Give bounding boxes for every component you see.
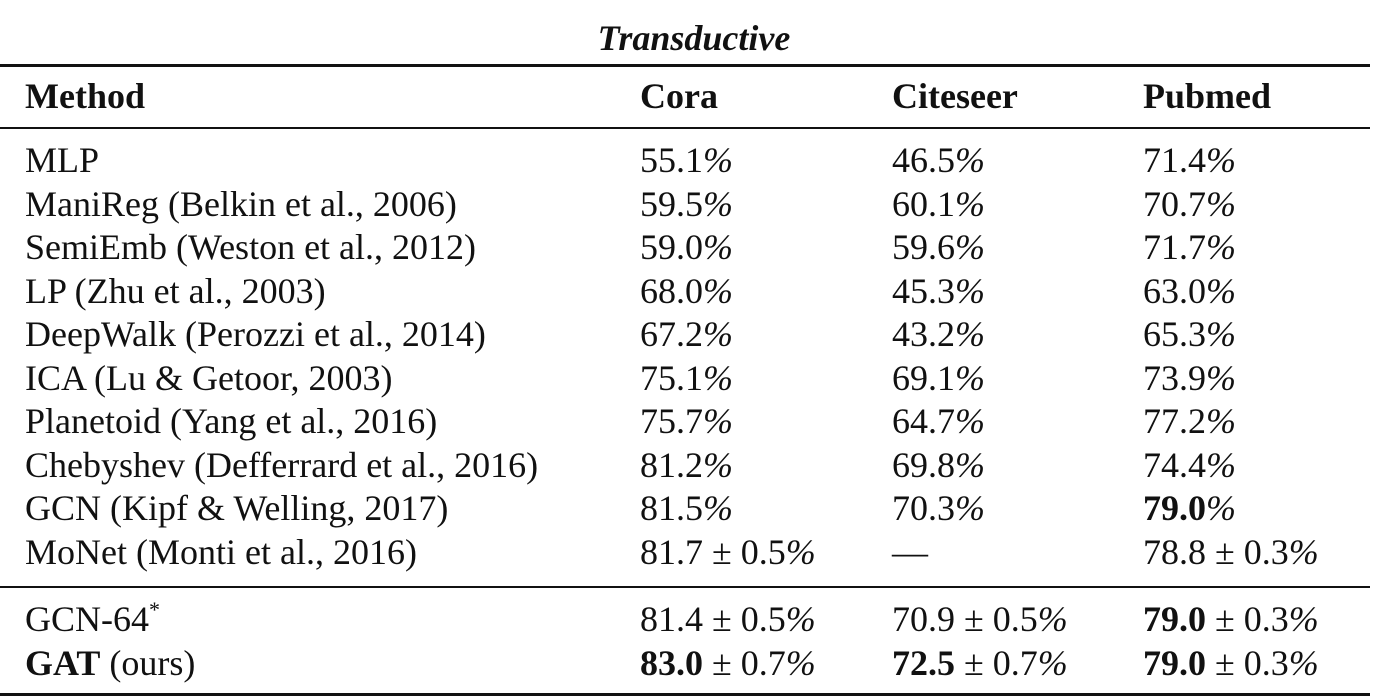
cora-percent: % [785,531,816,572]
citeseer-percent: % [1037,599,1068,639]
pubmed-percent: % [1206,488,1236,528]
citeseer-cell [892,641,1068,685]
citeseer-percent: % [955,183,985,224]
pubmed-value: 79.0 [1143,599,1206,639]
pubmed-value: 77.2 [1143,401,1206,441]
citeseer-percent: % [955,270,985,311]
cora-cell [640,597,816,641]
citeseer-cell [892,443,985,487]
pubmed-value: 79.0 [1143,488,1206,528]
citeseer-percent: % [955,140,985,180]
method-name: SemiEmb (Weston et al., 2012) [25,227,477,267]
cora-value: 81.7 [640,531,703,572]
cora-percent: % [703,140,733,180]
citeseer-value: 59.6 [892,227,955,267]
citeseer-cell [892,486,985,530]
method-name: Chebyshev (Defferrard et al., 2016) [25,444,539,485]
cora-percent: % [703,357,733,398]
cora-percent: % [703,183,733,224]
method-name-rest: GCN-64 [25,599,149,639]
cora-error: ± 0.5 [703,531,786,572]
table-row [0,356,1388,400]
citeseer-percent: % [955,444,985,485]
pubmed-value: 73.9 [1143,357,1206,398]
cora-cell [640,225,733,269]
method-name-rest: (ours) [100,643,196,683]
method-name: MoNet (Monti et al., 2016) [25,531,417,572]
cora-cell [640,312,733,356]
citeseer-value: 69.1 [892,357,955,398]
citeseer-value: 60.1 [892,183,955,224]
table-row [0,182,1388,226]
cora-cell [640,486,733,530]
header-row [0,74,1388,118]
table-row [0,641,1388,685]
table-caption: Transductive [597,18,791,58]
table-row [0,486,1388,530]
cora-value: 67.2 [640,314,703,354]
pubmed-percent: % [1206,270,1236,311]
pubmed-error: ± 0.3 [1206,599,1289,639]
pubmed-cell [1143,269,1236,313]
header-rule [0,127,1370,129]
cora-value: 68.0 [640,270,703,311]
cora-value: 81.2 [640,444,703,485]
pubmed-percent: % [1288,531,1319,572]
pubmed-percent: % [1206,140,1236,180]
pubmed-percent: % [1206,227,1236,267]
cora-percent: % [703,488,733,528]
citeseer-cell [892,225,985,269]
pubmed-value: 71.4 [1143,140,1206,180]
cora-cell [640,182,733,226]
citeseer-value: 64.7 [892,401,955,441]
pubmed-percent: % [1206,444,1236,485]
method-name [25,641,195,685]
citeseer-error: ± 0.5 [955,599,1038,639]
method-name: LP (Zhu et al., 2003) [25,270,326,311]
pubmed-cell [1143,486,1236,530]
citeseer-cell [892,182,985,226]
cora-cell [640,443,733,487]
cora-error: ± 0.7 [703,643,786,683]
citeseer-cell [892,356,985,400]
pubmed-error: ± 0.3 [1206,531,1289,572]
table-row [0,225,1388,269]
cora-percent: % [785,643,816,683]
pubmed-cell [1143,530,1319,574]
header-cora: Cora [640,76,718,116]
pubmed-cell [1143,182,1236,226]
pubmed-value: 78.8 [1143,531,1206,572]
cora-value: 55.1 [640,140,703,180]
citeseer-percent: % [1037,643,1068,683]
method-name-bold: GAT [25,643,101,683]
citeseer-value: 45.3 [892,270,955,311]
method-name [25,597,160,641]
citeseer-cell [892,138,985,182]
citeseer-cell [892,530,928,574]
citeseer-value: 70.3 [892,488,955,528]
method-name: DeepWalk (Perozzi et al., 2014) [25,314,486,354]
pubmed-percent: % [1288,643,1319,683]
pubmed-cell [1143,138,1236,182]
pubmed-percent: % [1206,183,1236,224]
cora-cell [640,269,733,313]
citeseer-percent: % [955,314,985,354]
pubmed-cell [1143,356,1236,400]
method-footnote-mark: * [149,597,160,622]
citeseer-percent: % [955,227,985,267]
method-name: ManiReg (Belkin et al., 2006) [25,183,457,224]
table-row [0,312,1388,356]
pubmed-value: 74.4 [1143,444,1206,485]
citeseer-percent: % [955,401,985,441]
pubmed-value: 79.0 [1143,643,1206,683]
citeseer-value: 43.2 [892,314,955,354]
citeseer-value: 70.9 [892,599,955,639]
citeseer-value: 72.5 [892,643,955,683]
table-row [0,138,1388,182]
header-citeseer: Citeseer [892,76,1018,116]
table-row [0,269,1388,313]
pubmed-percent: % [1206,357,1236,398]
cora-percent: % [703,444,733,485]
method-name: Planetoid (Yang et al., 2016) [25,401,438,441]
pubmed-value: 70.7 [1143,183,1206,224]
citeseer-cell [892,312,985,356]
pubmed-cell [1143,443,1236,487]
cora-percent: % [703,314,733,354]
cora-value: 83.0 [640,643,703,683]
cora-percent: % [703,401,733,441]
pubmed-value: 65.3 [1143,314,1206,354]
citeseer-percent: % [955,357,985,398]
method-name: GCN (Kipf & Welling, 2017) [25,488,449,528]
cora-error: ± 0.5 [703,599,786,639]
citeseer-cell [892,269,985,313]
cora-value: 59.0 [640,227,703,267]
citeseer-value: 69.8 [892,444,955,485]
pubmed-value: 71.7 [1143,227,1206,267]
cora-value: 75.7 [640,401,703,441]
citeseer-value: — [892,531,928,572]
pubmed-cell [1143,312,1236,356]
cora-value: 59.5 [640,183,703,224]
table-row [0,443,1388,487]
citeseer-error: ± 0.7 [955,643,1038,683]
pubmed-percent: % [1206,401,1236,441]
cora-percent: % [703,227,733,267]
pubmed-cell [1143,641,1319,685]
table-row [0,530,1388,574]
cora-percent: % [703,270,733,311]
section-rule [0,586,1370,588]
header-pubmed: Pubmed [1143,76,1272,116]
pubmed-error: ± 0.3 [1206,643,1289,683]
method-name: MLP [25,140,100,180]
pubmed-value: 63.0 [1143,270,1206,311]
cora-cell [640,530,816,574]
pubmed-cell [1143,597,1319,641]
top-rule [0,64,1370,67]
pubmed-percent: % [1206,314,1236,354]
method-name: ICA (Lu & Getoor, 2003) [25,357,393,398]
cora-cell [640,641,816,685]
pubmed-percent: % [1288,599,1319,639]
cora-percent: % [785,599,816,639]
cora-cell [640,356,733,400]
citeseer-cell [892,597,1068,641]
cora-value: 81.4 [640,599,703,639]
cora-value: 81.5 [640,488,703,528]
header-method: Method [25,76,145,116]
table-row [0,597,1388,641]
table-row [0,399,1388,443]
citeseer-value: 46.5 [892,140,955,180]
pubmed-cell [1143,399,1236,443]
citeseer-percent: % [955,488,985,528]
pubmed-cell [1143,225,1236,269]
cora-value: 75.1 [640,357,703,398]
cora-cell [640,138,733,182]
bottom-rule [0,693,1370,696]
cora-cell [640,399,733,443]
citeseer-cell [892,399,985,443]
